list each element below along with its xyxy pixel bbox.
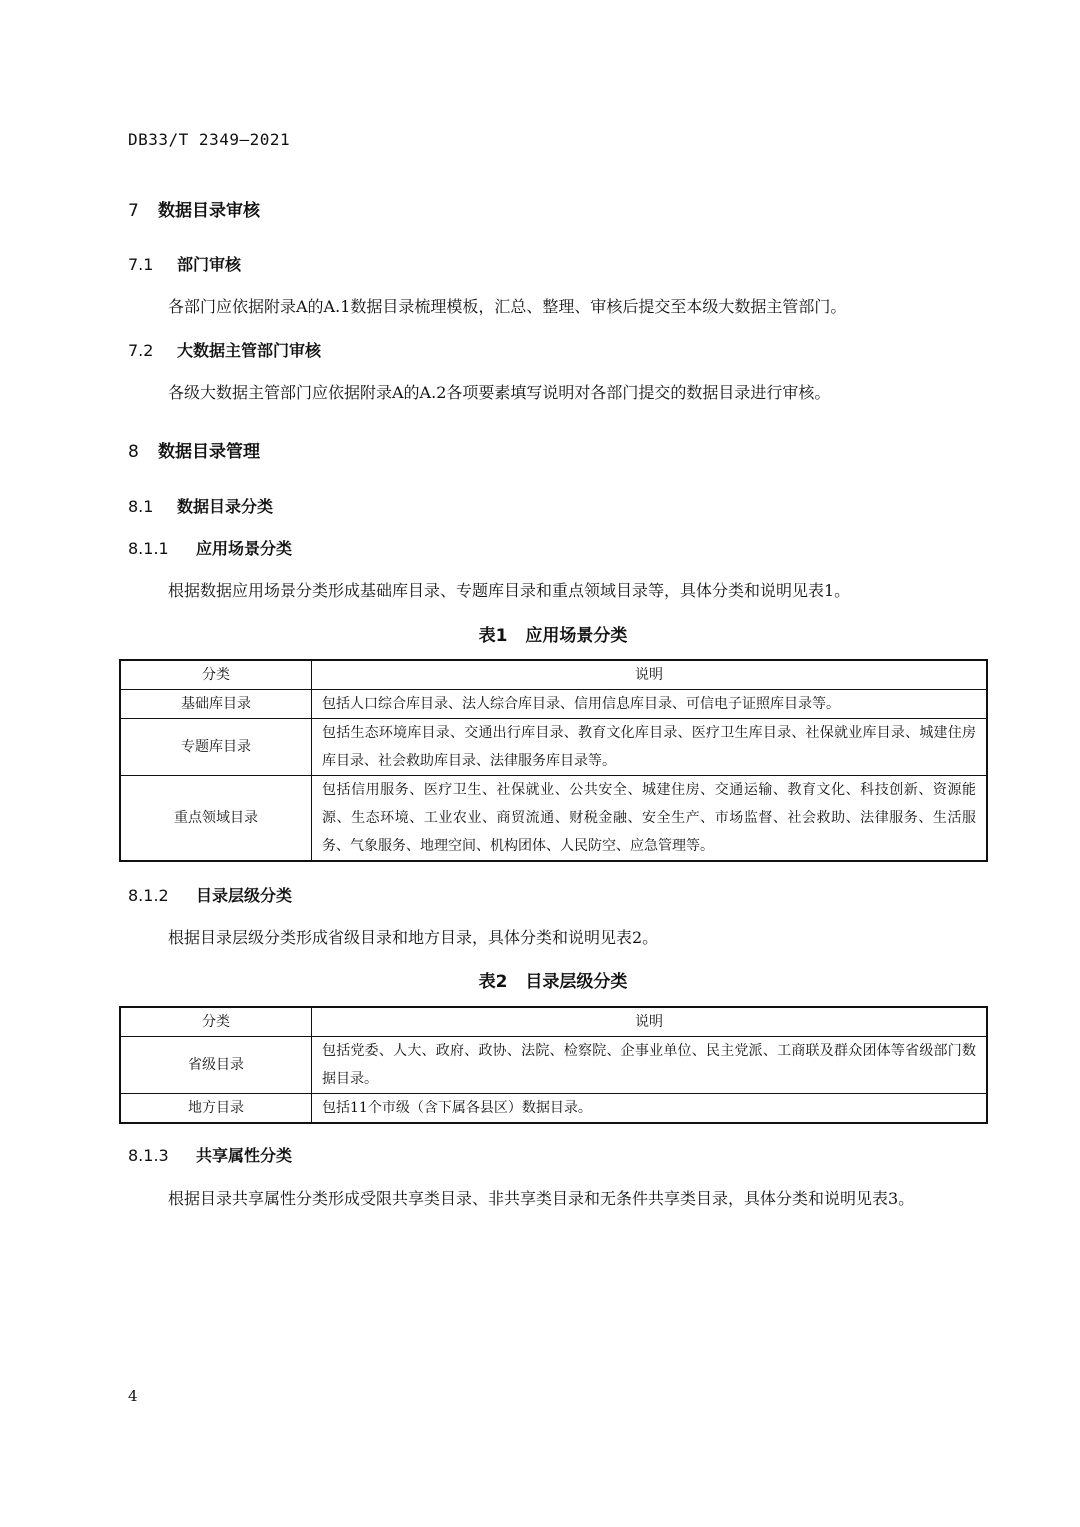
row-category: 地方目录: [120, 1094, 312, 1124]
section-number: 8.1.1: [128, 539, 169, 558]
section-title: 部门审核: [177, 255, 242, 274]
section-title: 应用场景分类: [196, 539, 293, 558]
table-header-row: [120, 1007, 987, 1037]
table-row: [120, 1094, 987, 1124]
header-description: 说明: [312, 1007, 988, 1037]
row-category: 基础库目录: [120, 690, 312, 719]
section-7-1-text: 各部门应依据附录A的A.1数据目录梳理模板，汇总、整理、审核后提交至本级大数据主管部门。: [168, 297, 847, 316]
section-7-1-heading: [128, 252, 241, 275]
header-description: 说明: [312, 660, 988, 690]
header-category: 分类: [120, 660, 312, 690]
section-number: 8: [128, 442, 139, 462]
header-category: 分类: [120, 1007, 312, 1037]
section-7-2-text: 各级大数据主管部门应依据附录A的A.2各项要素填写说明对各部门提交的数据目录进行审核。: [168, 383, 831, 402]
section-8-1-3-text: 根据目录共享属性分类形成受限共享类目录、非共享类目录和无条件共享类目录，具体分类和说明见表3。: [168, 1189, 915, 1208]
row-category: 重点领域目录: [120, 776, 312, 862]
table-row: [120, 1037, 987, 1094]
table-row: [120, 719, 987, 776]
section-8-heading: [128, 437, 260, 462]
section-8-1-1-text: 根据数据应用场景分类形成基础库目录、专题库目录和重点领域目录等，具体分类和说明见表1。: [168, 581, 851, 600]
section-title: 共享属性分类: [196, 1146, 293, 1165]
section-8-1-1-heading: [128, 536, 292, 559]
section-title: 数据目录审核: [158, 201, 260, 221]
section-number: 7: [128, 201, 139, 221]
section-number: 8.1.3: [128, 1146, 169, 1165]
section-title: 大数据主管部门审核: [177, 341, 322, 360]
table-1: [119, 659, 988, 862]
section-number: 7.1: [128, 255, 154, 274]
table-2: [119, 1006, 988, 1124]
table-2-caption: [0, 967, 1080, 992]
row-description: 包括党委、人大、政府、政协、法院、检察院、企事业单位、民主党派、工商联及群众团体等省级部门数据目录。: [312, 1037, 988, 1094]
caption-number: 表2: [478, 972, 508, 992]
section-number: 8.1.2: [128, 886, 169, 905]
section-title: 目录层级分类: [196, 886, 293, 905]
row-description: 包括人口综合库目录、法人综合库目录、信用信息库目录、可信电子证照库目录等。: [312, 690, 988, 719]
table-row: [120, 690, 987, 719]
section-7-2-heading: [128, 338, 321, 361]
caption-title: 应用场景分类: [525, 626, 628, 646]
table-row: [120, 776, 987, 862]
row-category: 省级目录: [120, 1037, 312, 1094]
section-8-1-2-text: 根据目录层级分类形成省级目录和地方目录，具体分类和说明见表2。: [168, 928, 659, 947]
row-category: 专题库目录: [120, 719, 312, 776]
section-8-1-3-heading: [128, 1143, 292, 1166]
caption-number: 表1: [478, 626, 508, 646]
section-8-1-2-heading: [128, 883, 292, 906]
section-title: 数据目录分类: [177, 497, 274, 516]
document-number: DB33/T 2349—2021: [128, 130, 291, 149]
table-header-row: [120, 660, 987, 690]
table-1-caption: [0, 621, 1080, 646]
section-7-heading: [128, 196, 260, 221]
row-description: 包括生态环境库目录、交通出行库目录、教育文化库目录、医疗卫生库目录、社保就业库目录、城建住房库目录、社会救助库目录、法律服务库目录等。: [312, 719, 988, 776]
page-number: 4: [128, 1387, 138, 1405]
section-title: 数据目录管理: [158, 442, 260, 462]
section-8-1-heading: [128, 494, 273, 517]
row-description: 包括11个市级（含下属各县区）数据目录。: [312, 1094, 988, 1124]
caption-title: 目录层级分类: [525, 972, 628, 992]
section-number: 7.2: [128, 341, 154, 360]
section-number: 8.1: [128, 497, 154, 516]
row-description: 包括信用服务、医疗卫生、社保就业、公共安全、城建住房、交通运输、教育文化、科技创新、资源能源、生态环境、工业农业、商贸流通、财税金融、安全生产、市场监督、社会救助、法律服务、生活服务、气象服务、地理空间、机构团体、人民防空、应急管理等。: [312, 776, 988, 862]
